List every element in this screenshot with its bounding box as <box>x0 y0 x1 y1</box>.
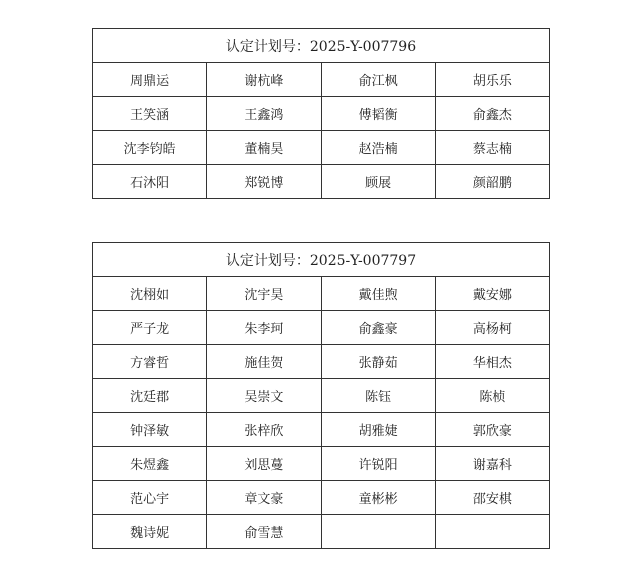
empty-cell <box>435 515 549 549</box>
name-cell: 郑锐博 <box>207 165 321 199</box>
name-cell: 顾展 <box>321 165 435 199</box>
name-cell: 郭欣豪 <box>435 413 549 447</box>
name-cell: 俞鑫杰 <box>435 97 549 131</box>
name-cell: 董楠昊 <box>207 131 321 165</box>
name-cell: 范心宇 <box>93 481 207 515</box>
name-cell: 沈廷郡 <box>93 379 207 413</box>
name-cell: 陈桢 <box>435 379 549 413</box>
name-cell: 沈栩如 <box>93 277 207 311</box>
table-row <box>93 277 550 311</box>
name-cell: 俞鑫豪 <box>321 311 435 345</box>
name-cell: 傅韬衡 <box>321 97 435 131</box>
table-row <box>93 131 550 165</box>
name-cell: 童彬彬 <box>321 481 435 515</box>
name-cell: 戴佳煦 <box>321 277 435 311</box>
name-cell: 王鑫鸿 <box>207 97 321 131</box>
name-cell: 俞江枫 <box>321 63 435 97</box>
name-cell: 胡乐乐 <box>435 63 549 97</box>
table-row <box>93 481 550 515</box>
table-row <box>93 165 550 199</box>
plan-table-2 <box>92 242 550 549</box>
name-cell: 华相杰 <box>435 345 549 379</box>
name-cell: 戴安娜 <box>435 277 549 311</box>
name-cell: 吴崇文 <box>207 379 321 413</box>
name-cell: 刘思蔓 <box>207 447 321 481</box>
plan-table-1 <box>92 28 550 199</box>
name-cell: 朱李珂 <box>207 311 321 345</box>
name-cell: 张静茹 <box>321 345 435 379</box>
name-cell: 朱煜鑫 <box>93 447 207 481</box>
table-row <box>93 379 550 413</box>
name-cell: 赵浩楠 <box>321 131 435 165</box>
name-cell: 王笑涵 <box>93 97 207 131</box>
table-row <box>93 447 550 481</box>
name-cell: 高杨柯 <box>435 311 549 345</box>
name-cell: 俞雪慧 <box>207 515 321 549</box>
name-cell: 颜韶鹏 <box>435 165 549 199</box>
name-cell: 胡雅婕 <box>321 413 435 447</box>
name-cell: 谢嘉科 <box>435 447 549 481</box>
name-cell: 蔡志楠 <box>435 131 549 165</box>
name-cell: 沈李钧皓 <box>93 131 207 165</box>
table-row <box>93 311 550 345</box>
table-row <box>93 413 550 447</box>
plan-table-title: 认定计划号：2025-Y-007797 <box>93 243 550 277</box>
name-cell: 魏诗妮 <box>93 515 207 549</box>
name-cell: 钟泽敏 <box>93 413 207 447</box>
name-cell: 沈宇昊 <box>207 277 321 311</box>
name-cell: 许锐阳 <box>321 447 435 481</box>
name-cell: 石沐阳 <box>93 165 207 199</box>
name-cell: 邵安棋 <box>435 481 549 515</box>
table-row <box>93 97 550 131</box>
table-row <box>93 63 550 97</box>
name-cell: 周鼎运 <box>93 63 207 97</box>
name-cell: 谢杭峰 <box>207 63 321 97</box>
plan-table-title: 认定计划号：2025-Y-007796 <box>93 29 550 63</box>
name-cell: 严子龙 <box>93 311 207 345</box>
empty-cell <box>321 515 435 549</box>
name-cell: 张梓欣 <box>207 413 321 447</box>
table-row <box>93 345 550 379</box>
table-row <box>93 515 550 549</box>
name-cell: 章文豪 <box>207 481 321 515</box>
name-cell: 施佳贺 <box>207 345 321 379</box>
name-cell: 陈钰 <box>321 379 435 413</box>
name-cell: 方睿哲 <box>93 345 207 379</box>
